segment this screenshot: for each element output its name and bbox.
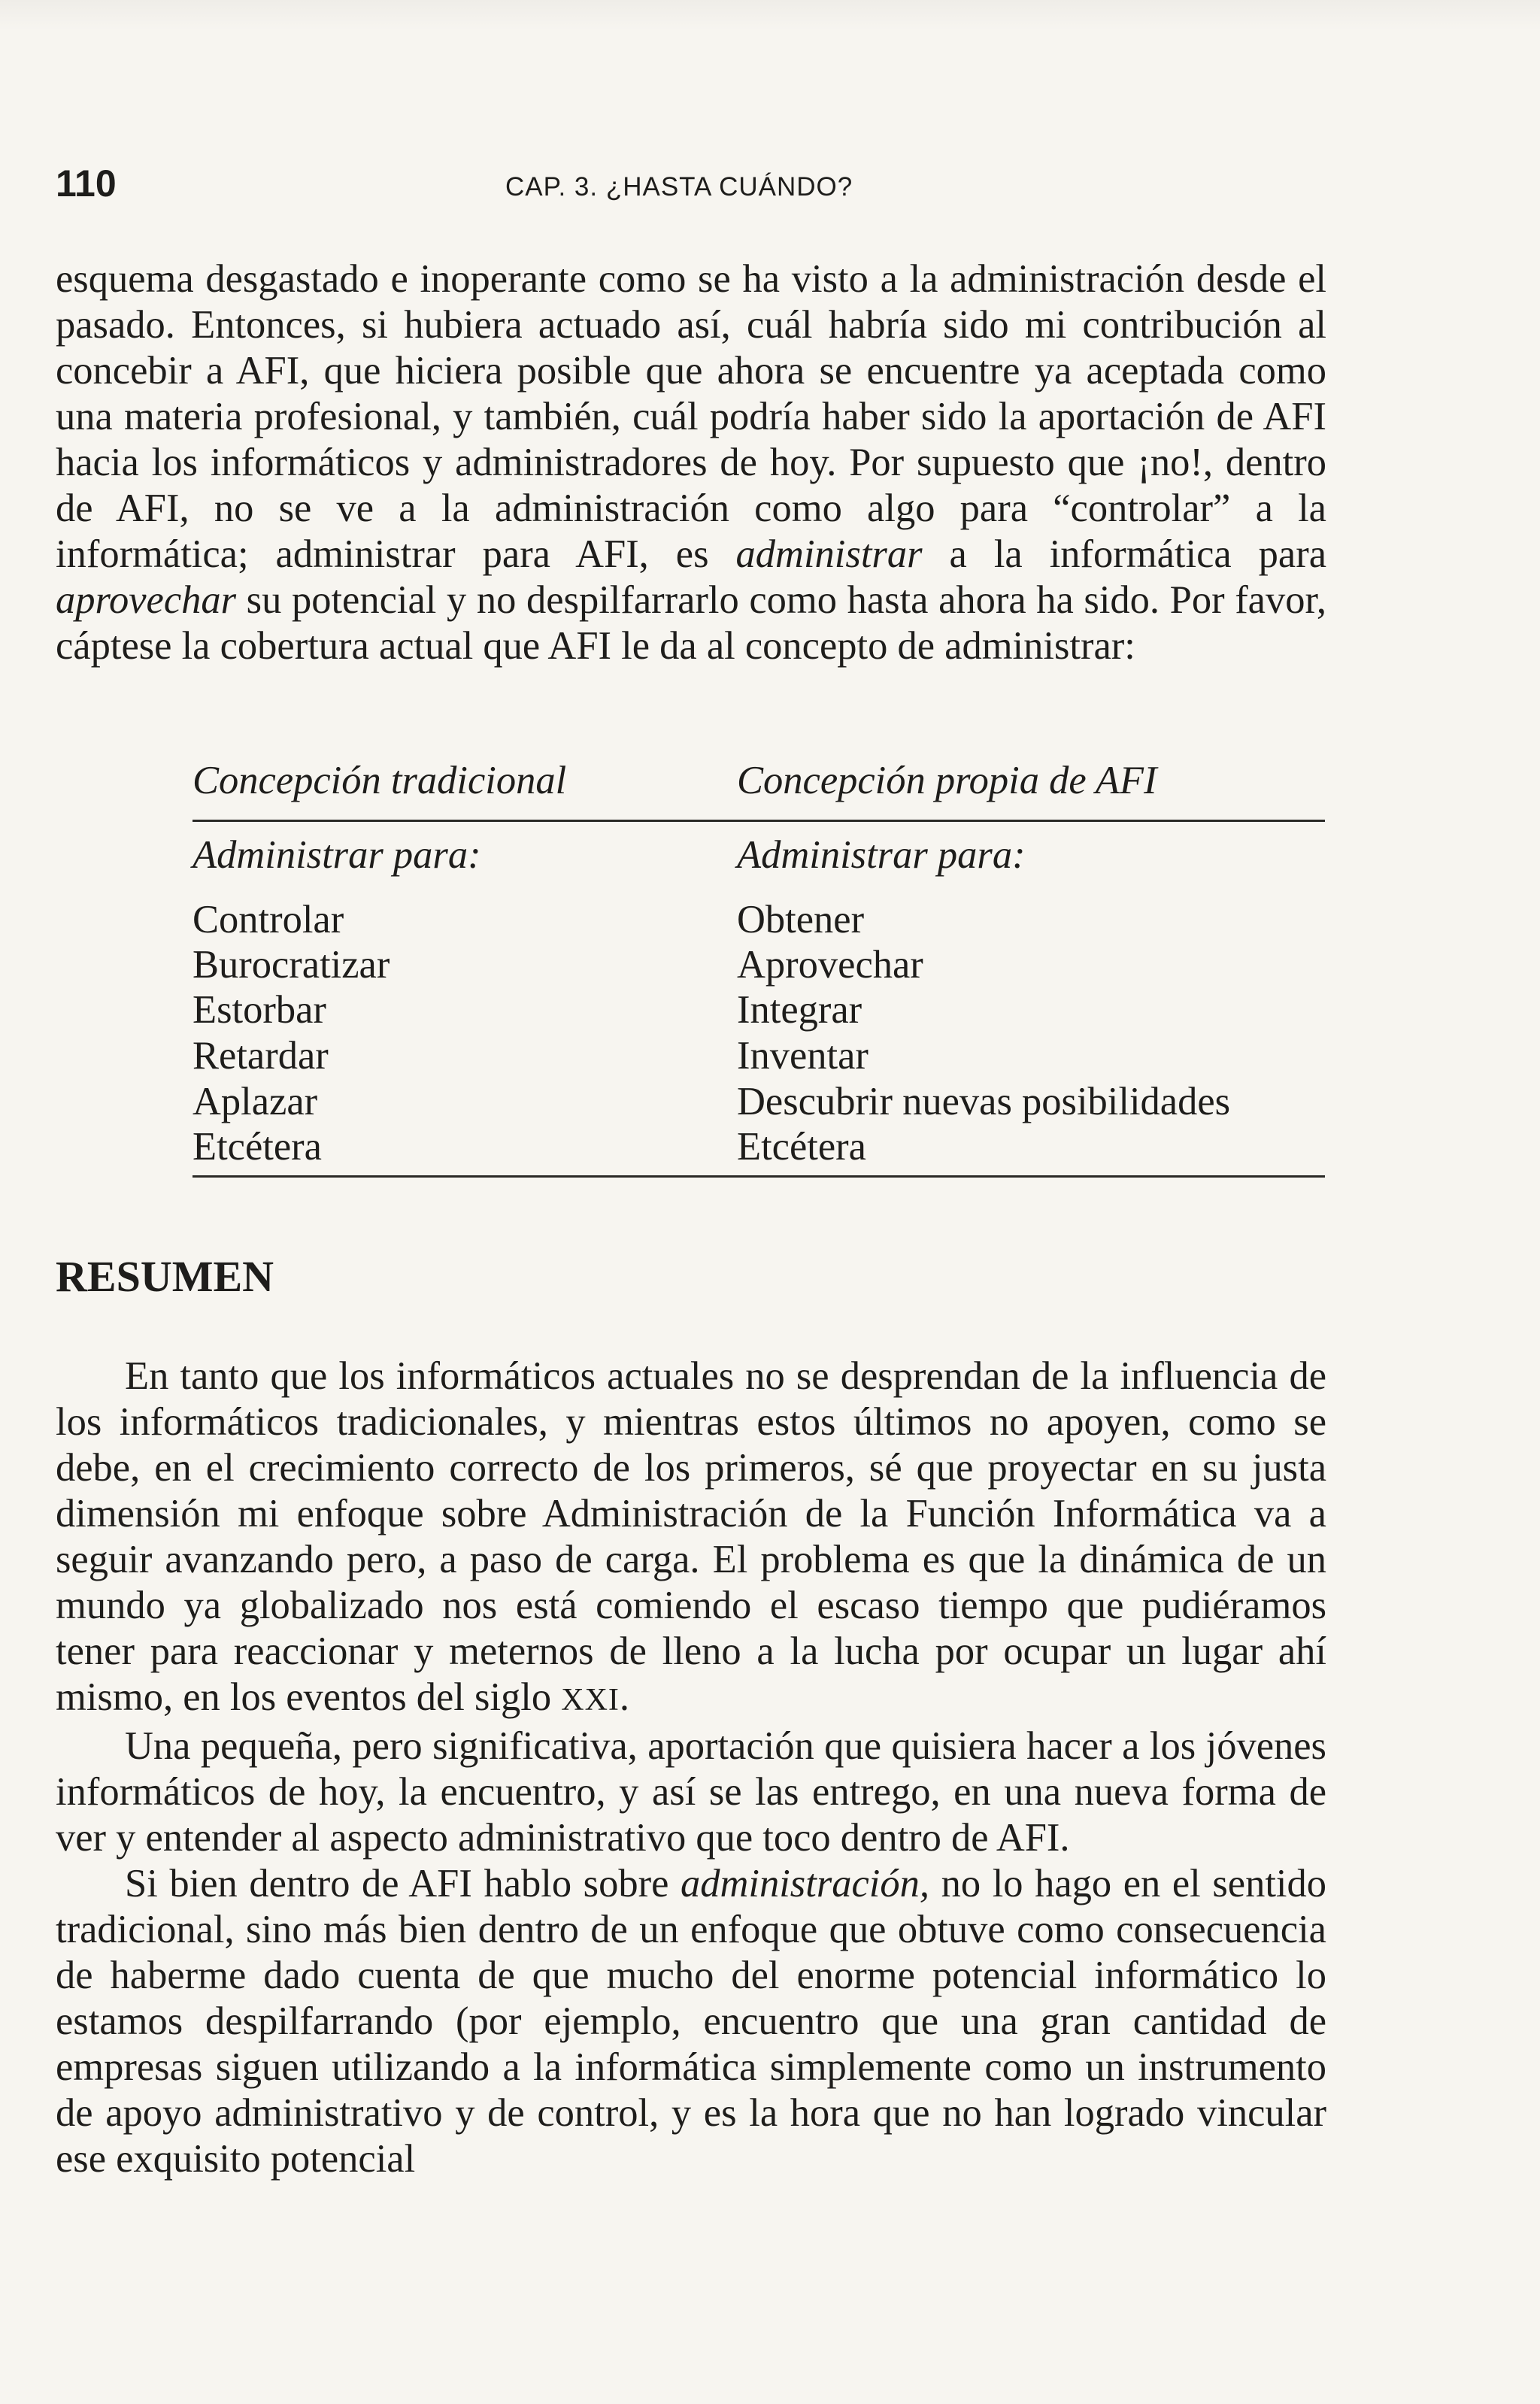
table-row [192, 1033, 1328, 1079]
section-title-resumen: RESUMEN [56, 1252, 274, 1301]
resumen-p1-end: . [619, 1675, 630, 1719]
table-row [192, 1124, 1328, 1170]
table-cell-traditional: Etcétera [192, 1125, 322, 1169]
table-cell-traditional: Aplazar [192, 1080, 318, 1123]
resumen-emphasis-administracion: administración, [680, 1862, 930, 1905]
resumen-paragraph-2: Una pequeña, pero significativa, aportación que quisiera hacer a los jóvenes informáticos de hoy, la encuentro, y así se las entrego, en una nueva forma de ver y entender al aspecto administrativo que toco dentro de AFI. [56, 1724, 1326, 1860]
resumen-p3-text-1: Si bien dentro de AFI hablo sobre [125, 1862, 681, 1905]
table-cell-traditional: Burocratizar [192, 943, 390, 987]
running-head: CAP. 3. ¿HASTA CUÁNDO? [505, 172, 853, 202]
comparison-table [192, 758, 1328, 1169]
resumen-p1-text: En tanto que los informáticos actuales no se desprendan de la influencia de los informáticos tradicionales, y mientras estos últimos no apoyen, como se debe, en el crecimiento correcto de los primeros, sé que proyectar en su justa dimensión mi enfoque sobre Administración de la Función Informática va a seguir avanzando pero, a paso de carga. El problema es que la dinámica de un mundo ya globalizado nos está comiendo el escaso tiempo que pudiéramos tener para reaccionar y meternos de lleno a la lucha por ocupar un lugar ahí mismo, en los eventos del siglo [56, 1354, 1326, 1719]
table-top-rule [192, 820, 1325, 822]
table-row [192, 942, 1328, 988]
table-row [192, 1079, 1328, 1125]
table-cell-traditional: Estorbar [192, 988, 326, 1032]
table-cell-afi: Integrar [737, 988, 862, 1032]
subhead-traditional: Administrar para: [192, 833, 481, 877]
resumen-p3-text-2: no lo hago en el sentido tradicional, sino más bien dentro de un enfoque que obtuve como consecuencia de haberme dado cuenta de que mucho del enorme potencial informático lo estamos despilfarrando (por ejemplo, encuentro que una gran cantidad de empresas siguen utilizando a la informática simplemente como un instrumento de apoyo administrativo y de control, y es la hora que no han logrado vincular ese exquisito potencial [56, 1862, 1326, 2181]
intro-emphasis-aprovechar: aprovechar [56, 578, 237, 622]
table-row [192, 987, 1328, 1033]
table-header-row [192, 758, 1328, 817]
table-cell-afi: Descubrir nuevas posibilidades [737, 1080, 1231, 1123]
column-title-afi: Concepción propia de AFI [737, 759, 1157, 802]
resumen-paragraph-1 [56, 1354, 1326, 1723]
intro-text-2: a la informática para [922, 532, 1327, 576]
table-cell-afi: Inventar [737, 1034, 869, 1078]
table-cell-traditional: Retardar [192, 1034, 329, 1078]
resumen-paragraph-3 [56, 1861, 1326, 2182]
table-cell-afi: Aprovechar [737, 943, 923, 987]
subhead-afi: Administrar para: [737, 833, 1026, 877]
intro-text-1: esquema desgastado e inoperante como se ha visto a la administración desde el pasado. Entonces, si hubiera actuado así, cuál habría sido mi contribución al concebir a AFI, que hiciera posible que ahora se encuentre ya aceptada como una materia profesional, y también, cuál podría haber sido la aportación de AFI hacia los informáticos y administradores de hoy. Por supuesto que ¡no!, dentro de AFI, no se ve a la administración como algo para “controlar” a la informática; administrar para AFI, es [56, 257, 1326, 576]
table-row [192, 897, 1328, 943]
table-cell-traditional: Controlar [192, 898, 344, 941]
table-subhead-row [192, 832, 1328, 878]
table-cell-afi: Obtener [737, 898, 865, 941]
resumen-body [56, 1354, 1326, 2182]
page-number: 110 [56, 162, 117, 205]
intro-text-3: su potencial y no despilfarrarlo como hasta ahora ha sido. Por favor, cáptese la cobertura actual que AFI le da al concepto de administrar: [56, 578, 1326, 668]
intro-emphasis-administrar: administrar [735, 532, 923, 576]
century-numeral: XXI [561, 1683, 620, 1717]
column-title-traditional: Concepción tradicional [192, 759, 567, 802]
table-bottom-rule [192, 1175, 1325, 1178]
page-header [56, 162, 1334, 214]
intro-paragraph [56, 256, 1326, 669]
table-cell-afi: Etcétera [737, 1125, 866, 1169]
